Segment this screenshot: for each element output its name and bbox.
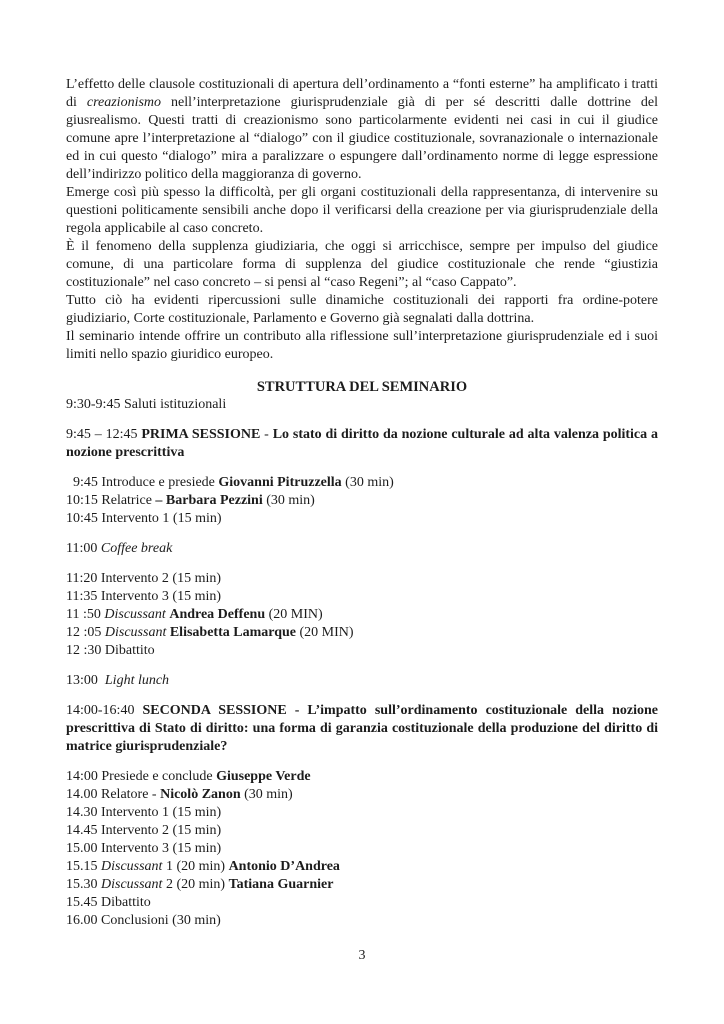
session1-title: 9:45 – 12:45 PRIMA SESSIONE - Lo stato di diritto da nozione culturale ad alta valenza politica a nozione prescrittiva — [66, 427, 658, 460]
schedule-line: 12 :30 Dibattito — [66, 643, 155, 658]
spacer — [66, 462, 658, 474]
schedule-line: 14.30 Intervento 1 (15 min) — [66, 805, 222, 820]
intro-paragraph-2: Emerge così più spesso la difficoltà, per gli organi costituzionali della rappresentanza, di intervenire su questioni politicamente sensibili anche dopo il verificarsi della creazione per via giurisprudenziale della regola applicabile al caso concreto. — [66, 185, 658, 236]
schedule-line: 12 :05 Discussant Elisabetta Lamarque (20 MIN) — [66, 625, 354, 640]
intro-paragraph-4: Tutto ciò ha evidenti ripercussioni sulle dinamiche costituzionali dei rapporti fra ordine-potere giudiziario, Corte costituzionale, Parlamento e Governo già segnalati dalla dottrina. — [66, 293, 658, 326]
page-content — [66, 76, 658, 930]
schedule-line: 15.30 Discussant 2 (20 min) Tatiana Guarnier — [66, 877, 334, 892]
schedule-line: 15.00 Intervento 3 (15 min) — [66, 841, 222, 856]
schedule-line: 11:35 Intervento 3 (15 min) — [66, 589, 222, 604]
spacer — [66, 690, 658, 702]
intro-paragraph-5: Il seminario intende offrire un contributo alla riflessione sull’interpretazione giurisprudenziale ed i suoi limiti nello spazio giuridico europeo. — [66, 329, 658, 362]
intro-paragraph-1: L’effetto delle clausole costituzionali di apertura dell’ordinamento a “fonti esterne” ha amplificato i tratti di creazionismo nell’interpretazione giurisprudenziale già di per sé descritti dalle dottrine del giusrealismo. Questi tratti di creazionismo sono particolarmente evidenti nei casi in cui il giudice comune apre l’interpretazione al “dialogo” con il giudice costituzionale, sovranazionale o internazionale ed in cui questo “dialogo” mira a paralizzare o espungere dall’ordinamento norme di legge espressione dell’indirizzo politico della maggioranza di governo. — [66, 77, 659, 182]
schedule-line: 11:20 Intervento 2 (15 min) — [66, 571, 222, 586]
schedule-line: 9:45 Introduce e presiede Giovanni Pitruzzella (30 min) — [66, 475, 394, 490]
page-number: 3 — [358, 948, 366, 963]
schedule-line-light-lunch: 13:00 Light lunch — [66, 673, 170, 688]
schedule-line: 16.00 Conclusioni (30 min) — [66, 913, 221, 928]
spacer — [66, 528, 658, 540]
schedule-line: 14.00 Relatore - Nicolò Zanon (30 min) — [66, 787, 293, 802]
session2-title: 14:00-16:40 SECONDA SESSIONE - L’impatto sull’ordinamento costituzionale della nozione prescrittiva di Stato di diritto: una forma di garanzia costituzionale della produzione del diritto di matrice giurisprudenziale? — [66, 703, 658, 754]
spacer — [66, 558, 658, 570]
schedule-line: 15.15 Discussant 1 (20 min) Antonio D’Andrea — [66, 859, 340, 874]
schedule-line: 14.45 Intervento 2 (15 min) — [66, 823, 222, 838]
spacer — [66, 756, 658, 768]
schedule-line: 14:00 Presiede e conclude Giuseppe Verde — [66, 769, 311, 784]
schedule-line: 15.45 Dibattito — [66, 895, 151, 910]
schedule-line: 11 :50 Discussant Andrea Deffenu (20 MIN) — [66, 607, 323, 622]
intro-paragraph-3: È il fenomeno della supplenza giudiziaria, che oggi si arricchisce, sempre per impulso del giudice comune, di una particolare forma di supplenza del giudice costituzionale che rende “giustizia costituzionale” nel caso concreto – si pensi al “caso Regeni”; al “caso Cappato”. — [66, 239, 658, 290]
schedule-line-coffee-break: 11:00 Coffee break — [66, 541, 173, 556]
spacer — [66, 414, 658, 426]
schedule-line: 10:15 Relatrice – Barbara Pezzini (30 min) — [66, 493, 315, 508]
schedule-line-saluti: 9:30-9:45 Saluti istituzionali — [66, 397, 227, 412]
spacer — [66, 660, 658, 672]
schedule-line: 10:45 Intervento 1 (15 min) — [66, 511, 222, 526]
section-heading: STRUTTURA DEL SEMINARIO — [256, 379, 468, 395]
